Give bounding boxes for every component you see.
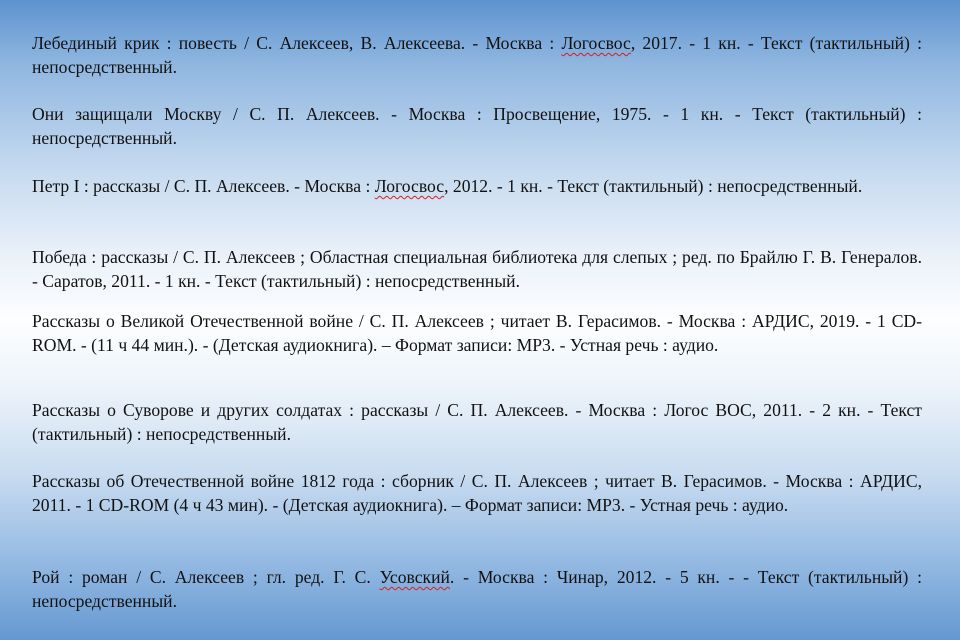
entry-text: , 2012. - 1 кн. - Текст (тактильный) : непосредственный. bbox=[444, 176, 863, 196]
entry-text: Рассказы о Суворове и других солдатах : рассказы / С. П. Алексеев. - Москва : Логос ВОС, 2011. - 2 кн. - Текст (тактильный) : непосредственный. bbox=[32, 400, 922, 444]
entry-text: Победа : рассказы / С. П. Алексеев ; Областная специальная библиотека для слепых ; ред. по Брайлю Г. В. Генералов. - Саратов, 2011. - 1 кн. - Текст (тактильный) : непосредственный. bbox=[32, 247, 922, 291]
entry-text: Рассказы об Отечественной войне 1812 года : сборник / С. П. Алексеев ; читает В. Герасимов. - Москва : АРДИС, 2011. - 1 CD-ROM (4 ч 43 мин). - (Детская аудиокнига). – Формат записи: MP3. - Устная речь : аудио. bbox=[32, 471, 922, 515]
entry-text: Рассказы о Великой Отечественной войне / С. П. Алексеев ; читает В. Герасимов. - Москва : АРДИС, 2019. - 1 CD-ROM. - (11 ч 44 мин.). - (Детская аудиокнига). – Формат записи: MP3. - Устная речь : аудио. bbox=[32, 311, 922, 355]
entry-text: . - Москва : Чинар, 2012. - 5 кн. - - Текст (тактильный) : непосредственный. bbox=[32, 567, 922, 611]
entry-text: , 2017. - 1 кн. - Текст (тактильный) : непосредственный. bbox=[32, 33, 923, 77]
bibliography-entry bbox=[32, 398, 922, 446]
entry-text: Петр I : рассказы / С. П. Алексеев. - Москва : bbox=[32, 176, 375, 196]
entry-text: Рой : роман / С. Алексеев ; гл. ред. Г. С. bbox=[32, 567, 380, 587]
bibliography-entry bbox=[32, 102, 922, 150]
spellcheck-flagged-word: Логосвос bbox=[561, 33, 631, 53]
bibliography-entry bbox=[32, 174, 922, 198]
bibliography-entry bbox=[32, 469, 922, 517]
entry-text: Лебединый крик : повесть / С. Алексеев, В. Алексеева. - Москва : bbox=[32, 33, 562, 53]
spellcheck-flagged-word: Логосвос bbox=[374, 176, 445, 196]
spellcheck-flagged-word: Усовский bbox=[379, 567, 450, 587]
bibliography-entry bbox=[32, 31, 922, 79]
entry-text: Они защищали Москву / С. П. Алексеев. - Москва : Просвещение, 1975. - 1 кн. - Текст (тактильный) : непосредственный. bbox=[32, 104, 922, 148]
bibliography-entry bbox=[32, 309, 922, 357]
bibliography-entry bbox=[32, 245, 922, 293]
bibliography-entry bbox=[32, 565, 922, 613]
